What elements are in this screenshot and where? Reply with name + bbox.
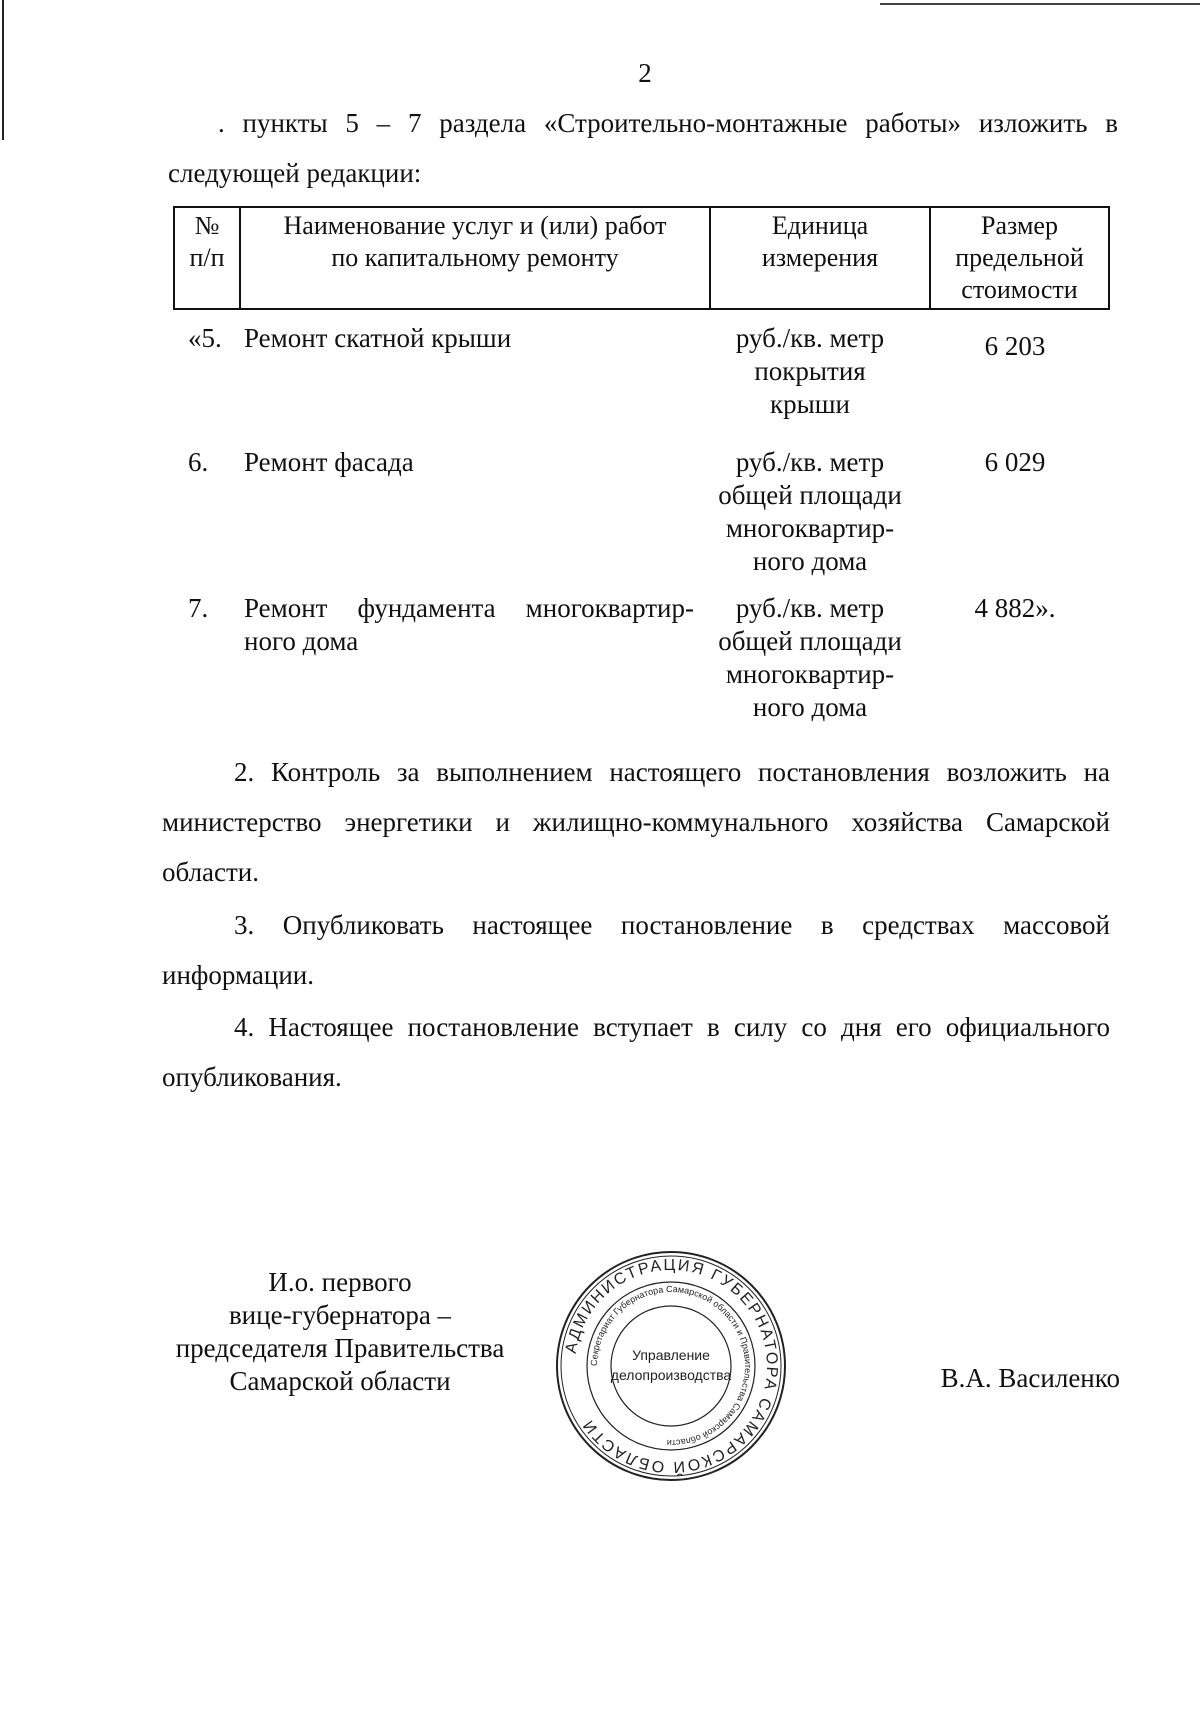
header-unit-line: измерения (761, 243, 879, 272)
header-unit-line: Единица (771, 211, 869, 240)
unit-line: руб./кв. метр (735, 593, 885, 623)
intro-line-2: следующей редакции: (168, 158, 422, 188)
row-6-name: Ремонт фасада (244, 447, 414, 477)
paragraph-line: 2. Контроль за выполнением настоящего постановления возложить на (234, 757, 1110, 787)
header-name-line: по капитальному ремонту (331, 243, 619, 272)
signatory-line: председателя Правительства (175, 1333, 505, 1363)
row-7-name (244, 592, 694, 658)
signatory-line: Самарской области (229, 1366, 451, 1396)
header-cost (930, 207, 1109, 309)
unit-line: ного дома (752, 546, 868, 576)
unit-line: общей площади (718, 480, 902, 510)
unit-line: покрытия (754, 356, 866, 386)
paragraph-3 (162, 900, 1110, 1000)
signatory-title (150, 1266, 530, 1398)
unit-line: ного дома (752, 692, 868, 722)
seal-inner-text (589, 1284, 753, 1448)
row-5-value: 6 203 (984, 331, 1046, 361)
paragraph-line: области. (162, 857, 260, 887)
unit-line: руб./кв. метр (735, 323, 885, 353)
header-name-line: Наименование услуг и (или) работ (283, 211, 667, 240)
paragraph-line: информации. (162, 960, 314, 990)
paragraph-line: министерство энергетики и жилищно-коммунального хозяйства Самарской (162, 807, 1110, 837)
header-cost-line: Размер (981, 211, 1058, 240)
unit-line: крыши (770, 389, 850, 419)
paragraph-2 (162, 747, 1110, 897)
header-num-line: № (194, 211, 220, 240)
header-cost-line: предельной (955, 243, 1084, 272)
seal-center-line-2: делопроизводства (610, 1367, 732, 1383)
header-unit (710, 207, 930, 309)
page-number: 2 (638, 58, 652, 88)
table-header (173, 206, 1110, 310)
signatory-line: вице-губернатора – (228, 1300, 452, 1330)
row-5-num: «5. (188, 323, 222, 353)
paragraph-line: 4. Настоящее постановление вступает в силу со дня его официального (234, 1012, 1110, 1042)
header-name (240, 207, 710, 309)
header-num (174, 207, 240, 309)
row-6-num: 6. (188, 447, 209, 477)
row-5-unit (700, 322, 920, 421)
unit-line: многоквартир- (725, 513, 895, 543)
header-cost-line: стоимости (961, 275, 1078, 304)
unit-line: многоквартир- (725, 659, 895, 689)
paragraph-4 (162, 1002, 1110, 1102)
scan-top-line (880, 3, 1200, 5)
unit-line: руб./кв. метр (735, 447, 885, 477)
official-seal (553, 1248, 789, 1484)
seal-outer-path: АДМИНИСТРАЦИЯ ГУБЕРНАТОРА САМАРСКОЙ ОБЛАСТИ (562, 1256, 781, 1476)
row-5-name: Ремонт скатной крыши (244, 323, 512, 353)
paragraph-line: 3. Опубликовать настоящее постановление в средствах массовой (234, 910, 1110, 940)
row-7-num: 7. (188, 593, 209, 623)
name-line: Ремонт фундамента многоквартир- (244, 593, 694, 623)
signatory-line: И.о. первого (268, 1267, 412, 1297)
row-7-value: 4 882». (974, 593, 1056, 623)
intro-line-1: . пункты 5 – 7 раздела «Строительно-монтажные работы» изложить в (218, 108, 1118, 138)
seal-inner-path: Секретариат Губернатора Самарской области и Правительства Самарской области (588, 1283, 754, 1449)
signatory-name: В.А. Василенко (940, 1363, 1120, 1393)
seal-center-line-1: Управление (632, 1347, 710, 1363)
row-7-unit (700, 592, 920, 724)
header-num-line: п/п (189, 243, 225, 272)
row-6-value: 6 029 (984, 447, 1046, 477)
unit-line: общей площади (718, 626, 902, 656)
name-line: ного дома (244, 626, 359, 656)
row-6-unit (700, 446, 920, 578)
paragraph-line: опубликования. (162, 1062, 342, 1092)
